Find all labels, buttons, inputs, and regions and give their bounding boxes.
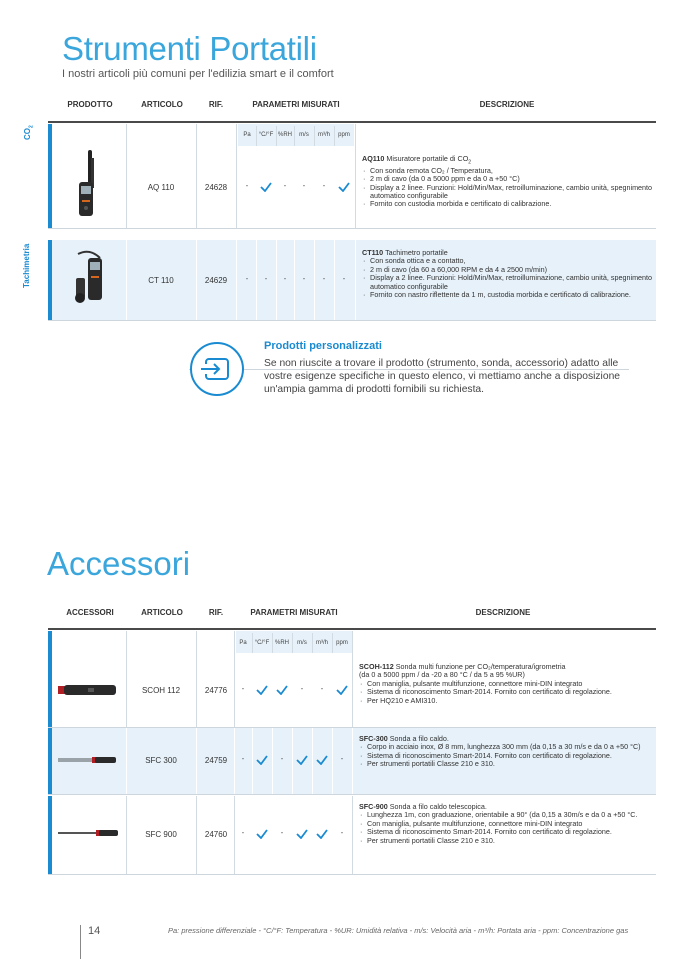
ref-sfc300: 24759: [204, 755, 228, 765]
param-col-rh: %RH: [277, 132, 292, 138]
footer-legend: Pa: pressione differenziale - °C/°F: Temperatura - %UR: Umidità relativa - m/s: Velocità aria - m³/h: Portata aria - ppm: Concentrazione gas: [168, 926, 629, 935]
param-dash: -: [322, 181, 326, 190]
acc-param-check-icon: [256, 685, 268, 695]
param-col-temp: °C/°F: [258, 132, 274, 138]
acc-param-dash: -: [300, 684, 304, 693]
sfc900-product-image: [58, 829, 120, 837]
col-header-ref: RIF.: [208, 100, 224, 109]
acc-param-check-icon: [256, 829, 268, 839]
acc-col-header-params: PARAMETRI MISURATI: [250, 608, 338, 617]
acc-param-check-icon: [336, 685, 348, 695]
page-subtitle: I nostri articoli più comuni per l'edilizia smart e il comfort: [62, 68, 334, 80]
page-title: Strumenti Portatili: [62, 30, 317, 67]
ref-aq110: 24628: [204, 182, 228, 192]
param-col-ppm: ppm: [338, 132, 350, 138]
ref-ct110: 24629: [204, 275, 228, 285]
ref-scoh112: 24776: [204, 685, 228, 695]
side-label-tachimetria: Tachimetria: [22, 243, 31, 288]
param-col-m3h: m³/h: [318, 132, 330, 138]
acc-col-header-article: ARTICOLO: [141, 608, 183, 617]
param-dash: -: [283, 181, 287, 190]
param-check-icon: [338, 182, 350, 192]
acc-param-dash: -: [241, 828, 245, 837]
acc-param-dash: -: [320, 684, 324, 693]
acc-col-header-ref: RIF.: [208, 608, 224, 617]
desc-aq110: AQ110 Misuratore portatile di $CO_2$ · Con sonda remota CO₂ / Temperatura, · 2 m di cavo (da 0 a 5000 ppm e da 0 a +50 °C) · Display a 2 linee. Funzioni: Hold/Min/Max, retroilluminazione, cambio unità, spegnimento automatico configurabile · Fornito con custodia morbida e certificato di calibrazione.: [362, 155, 654, 209]
acc-param-dash: -: [241, 684, 245, 693]
acc-param-dash: -: [241, 754, 245, 763]
row-accent-bar: [48, 728, 52, 794]
param-check-icon: [260, 182, 272, 192]
article-sfc300: SFC 300: [145, 755, 177, 765]
ref-sfc900: 24760: [204, 829, 228, 839]
param-dash: -: [245, 181, 249, 190]
desc-ct110: CT110 Tachimetro portatile · Con sonda ottica e a contatto, · 2 m di cavo (da 60 a 60,000 RPM e da 4 a 2500 m/min) · Display a 2 linee. Funzioni: Hold/Min/Max, retroilluminazione, cambio unità, spegnimento automatico configurabile · Fornito con nastro riflettente da 1 m, custodia morbida e certificato di calibrazione.: [362, 249, 654, 299]
col-header-params: PARAMETRI MISURATI: [252, 100, 340, 109]
acc-param-check-icon: [256, 755, 268, 765]
col-header-description: DESCRIZIONE: [479, 100, 535, 109]
acc-col-header-description: DESCRIZIONE: [475, 608, 531, 617]
row-accent-bar: [48, 631, 52, 727]
param-dash: -: [302, 274, 306, 283]
col-header-product: PRODOTTO: [67, 100, 113, 109]
row-accent-bar: [48, 240, 52, 320]
param-dash: -: [245, 274, 249, 283]
desc-scoh112: SCOH-112 Sonda multi funzione per CO₂/temperatura/igrometria (da 0 a 5000 ppm / da -20 a 80 °C / da 5 a 95 %UR) · Con maniglia, pulsante multifunzione, connettore mini-DIN integrato · Sistema di riconoscimento Smart-2014. Fornito con certificato di regolazione. · Per HQ210 e AMI310.: [359, 663, 655, 705]
custom-products-text: Se non riuscite a trovare il prodotto (strumento, sonda, accessorio) adatto alle vostre esigenze specifiche in questo elenco, vi mettiamo anche a disposizione un'ampia gamma di prodotti fornibili su richiesta.: [264, 358, 621, 395]
desc-sfc300: SFC-300 Sonda a filo caldo. · Corpo in acciaio inox, Ø 8 mm, lunghezza 300 mm (da 0,15 a 30 m/s e da 0 a +50 °C) · Sistema di riconoscimento Smart-2014. Fornito con certificato di regolazione. · Per strumenti portatili Classe 210 e 310.: [359, 735, 655, 769]
acc-col-header-product: ACCESSORI: [66, 608, 114, 617]
row-accent-bar: [48, 124, 52, 228]
acc-param-check-icon: [296, 755, 308, 765]
acc-param-check-icon: [276, 685, 288, 695]
side-label-co2: $CO_2$: [23, 125, 35, 140]
custom-products-title: Prodotti personalizzati: [264, 340, 382, 352]
param-col-pa: Pa: [243, 132, 251, 138]
sfc300-product-image: [58, 755, 118, 765]
acc-header-rule: [48, 628, 656, 630]
acc-param-check-icon: [316, 829, 328, 839]
acc-param-dash: -: [280, 754, 284, 763]
param-dash: -: [283, 274, 287, 283]
acc-param-dash: -: [280, 828, 284, 837]
article-aq110: AQ 110: [147, 182, 175, 192]
article-ct110: CT 110: [148, 275, 174, 285]
param-dash: -: [264, 274, 268, 283]
param-dash: -: [342, 274, 346, 283]
ct110-product-image: [70, 250, 110, 306]
article-scoh112: SCOH 112: [141, 685, 181, 695]
article-sfc900: SFC 900: [145, 829, 177, 839]
desc-sfc900: SFC-900 Sonda a filo caldo telescopica. · Lunghezza 1m, con graduazione, orientabile a 90° (da 0,15 a 30m/s e da 0 a +50 °C. · Con maniglia, pulsante multifunzione, connettore mini-DIN integrato · Sistema di riconoscimento Smart-2014. Fornito con certificato di regolazione. · Per strumenti portatili Classe 210 e 310.: [359, 803, 655, 845]
header-rule: [48, 121, 656, 123]
acc-param-dash: -: [340, 828, 344, 837]
accessories-title: Accessori: [47, 545, 191, 582]
row-accent-bar: [48, 796, 52, 874]
param-col-ms: m/s: [299, 132, 309, 138]
page-number: 14: [88, 925, 101, 937]
aq110-product-image: [75, 150, 103, 220]
acc-param-dash: -: [340, 754, 344, 763]
custom-products-icon: [190, 342, 244, 396]
col-header-article: ARTICOLO: [141, 100, 183, 109]
acc-param-check-icon: [316, 755, 328, 765]
acc-param-check-icon: [296, 829, 308, 839]
param-dash: -: [302, 181, 306, 190]
scoh112-product-image: [58, 684, 118, 696]
param-dash: -: [322, 274, 326, 283]
